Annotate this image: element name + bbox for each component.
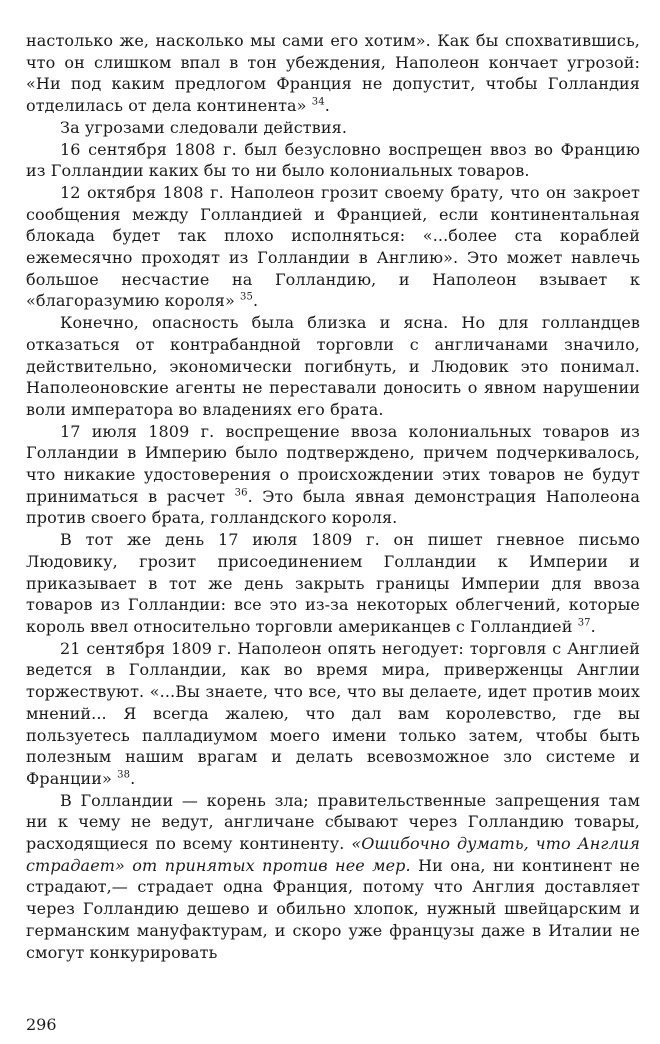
footnote-ref: 36 (234, 487, 248, 499)
paragraph-text: . (252, 291, 259, 311)
paragraph-text: 16 сентября 1808 г. был безусловно воспрещен ввоз во Францию из Голландии каких бы то ни было колониальных товаров. (26, 139, 640, 181)
page-body (26, 30, 640, 963)
paragraph (26, 30, 640, 117)
paragraph-text: . Это была явная демонстрация Наполеона против своего брата, голландского короля. (26, 486, 640, 528)
footnote-ref: 34 (311, 96, 325, 108)
paragraph-text: За угрозами следовали действия. (60, 117, 348, 137)
footnote-ref: 38 (117, 769, 131, 781)
italic-text: «Ошибочно думать, что Англия страдает» от принятых против нее мер. (26, 834, 640, 875)
paragraph-text: 12 октября 1808 г. Наполеон грозит своему брату, что он закроет сообщения между Голландией и Францией, если континентальная блокада будет так плохо исполняться: «...более ста кораблей ежемесячно проходят из Голландии в Англию». Это может навлечь большое несчастие на Голландию, и Наполеон взывает к «благоразумию короля» (26, 182, 640, 311)
paragraph (26, 117, 640, 139)
paragraph (26, 312, 640, 421)
paragraph (26, 790, 640, 964)
paragraph (26, 421, 640, 530)
paragraph (26, 529, 640, 638)
paragraph-text: 21 сентября 1809 г. Наполеон опять негодует: торговля с Англией ведется в Голландии, как во время мира, приверженцы Англии торжествуют. «...Вы знаете, что все, что вы делаете, идет против моих мнений... Я всегда жалею, что дал вам королевство, где вы пользуетесь палладиумом моего имени только затем, чтобы быть полезным нашим врагам и делать всевозможное зло системе и Франции» (26, 638, 640, 788)
paragraph-text: . (590, 616, 596, 636)
paragraph (26, 182, 640, 312)
paragraph-text: Конечно, опасность была близка и ясна. Но для голландцев отказаться от контрабандной торговли с англичанами значило, действительно, экономически погибнуть, и Людовик это понимал. Наполеоновские агенты не переставали доносить о явном нарушении воли императора во владениях его брата. (26, 313, 640, 419)
paragraph-text: . (324, 96, 330, 116)
page-number: 296 (26, 1015, 57, 1034)
paragraph-text: В Голландии — корень зла; правительственные запрещения там ни к чему не ведут, англичане сбывают через Голландию товары, расходящиеся по всему континенту. (26, 790, 640, 854)
paragraph-text: В тот же день 17 июля 1809 г. он пишет гневное письмо Людовику, грозит присоединением Голландии к Империи и приказывает в тот же день закрыть границы Империи для ввоза товаров из Голландии: все это из-за некоторых облегчений, которые король ввел относительно торговли американцев с Голландией (26, 530, 640, 636)
paragraph-text: Ни она, ни континент не страдают,— страдает одна Франция, потому что Англия доставляет через Голландию дешево и обильно хлопок, нужный швейцарским и германским мануфактурам, и скоро уже французы даже в Италии не смогут конкурировать (26, 855, 640, 962)
paragraph (26, 139, 640, 182)
paragraph-text: . (130, 768, 136, 788)
footnote-ref: 37 (577, 617, 591, 629)
paragraph-text: 17 июля 1809 г. воспрещение ввоза колониальных товаров из Голландии в Империю было подтверждено, причем подчеркивалось, что никакие удостоверения о происхождении этих товаров не будут приниматься в расчет (26, 421, 640, 506)
paragraph-text: настолько же, насколько мы сами его хотим». Как бы спохватившись, что он слишком впал в тон убеждения, Наполеон кончает угрозой: «Ни под каким предлогом Франция не допустит, чтобы Голландия отделилась от дела континента» (26, 31, 640, 116)
footnote-ref: 35 (240, 292, 253, 304)
paragraph (26, 638, 640, 790)
